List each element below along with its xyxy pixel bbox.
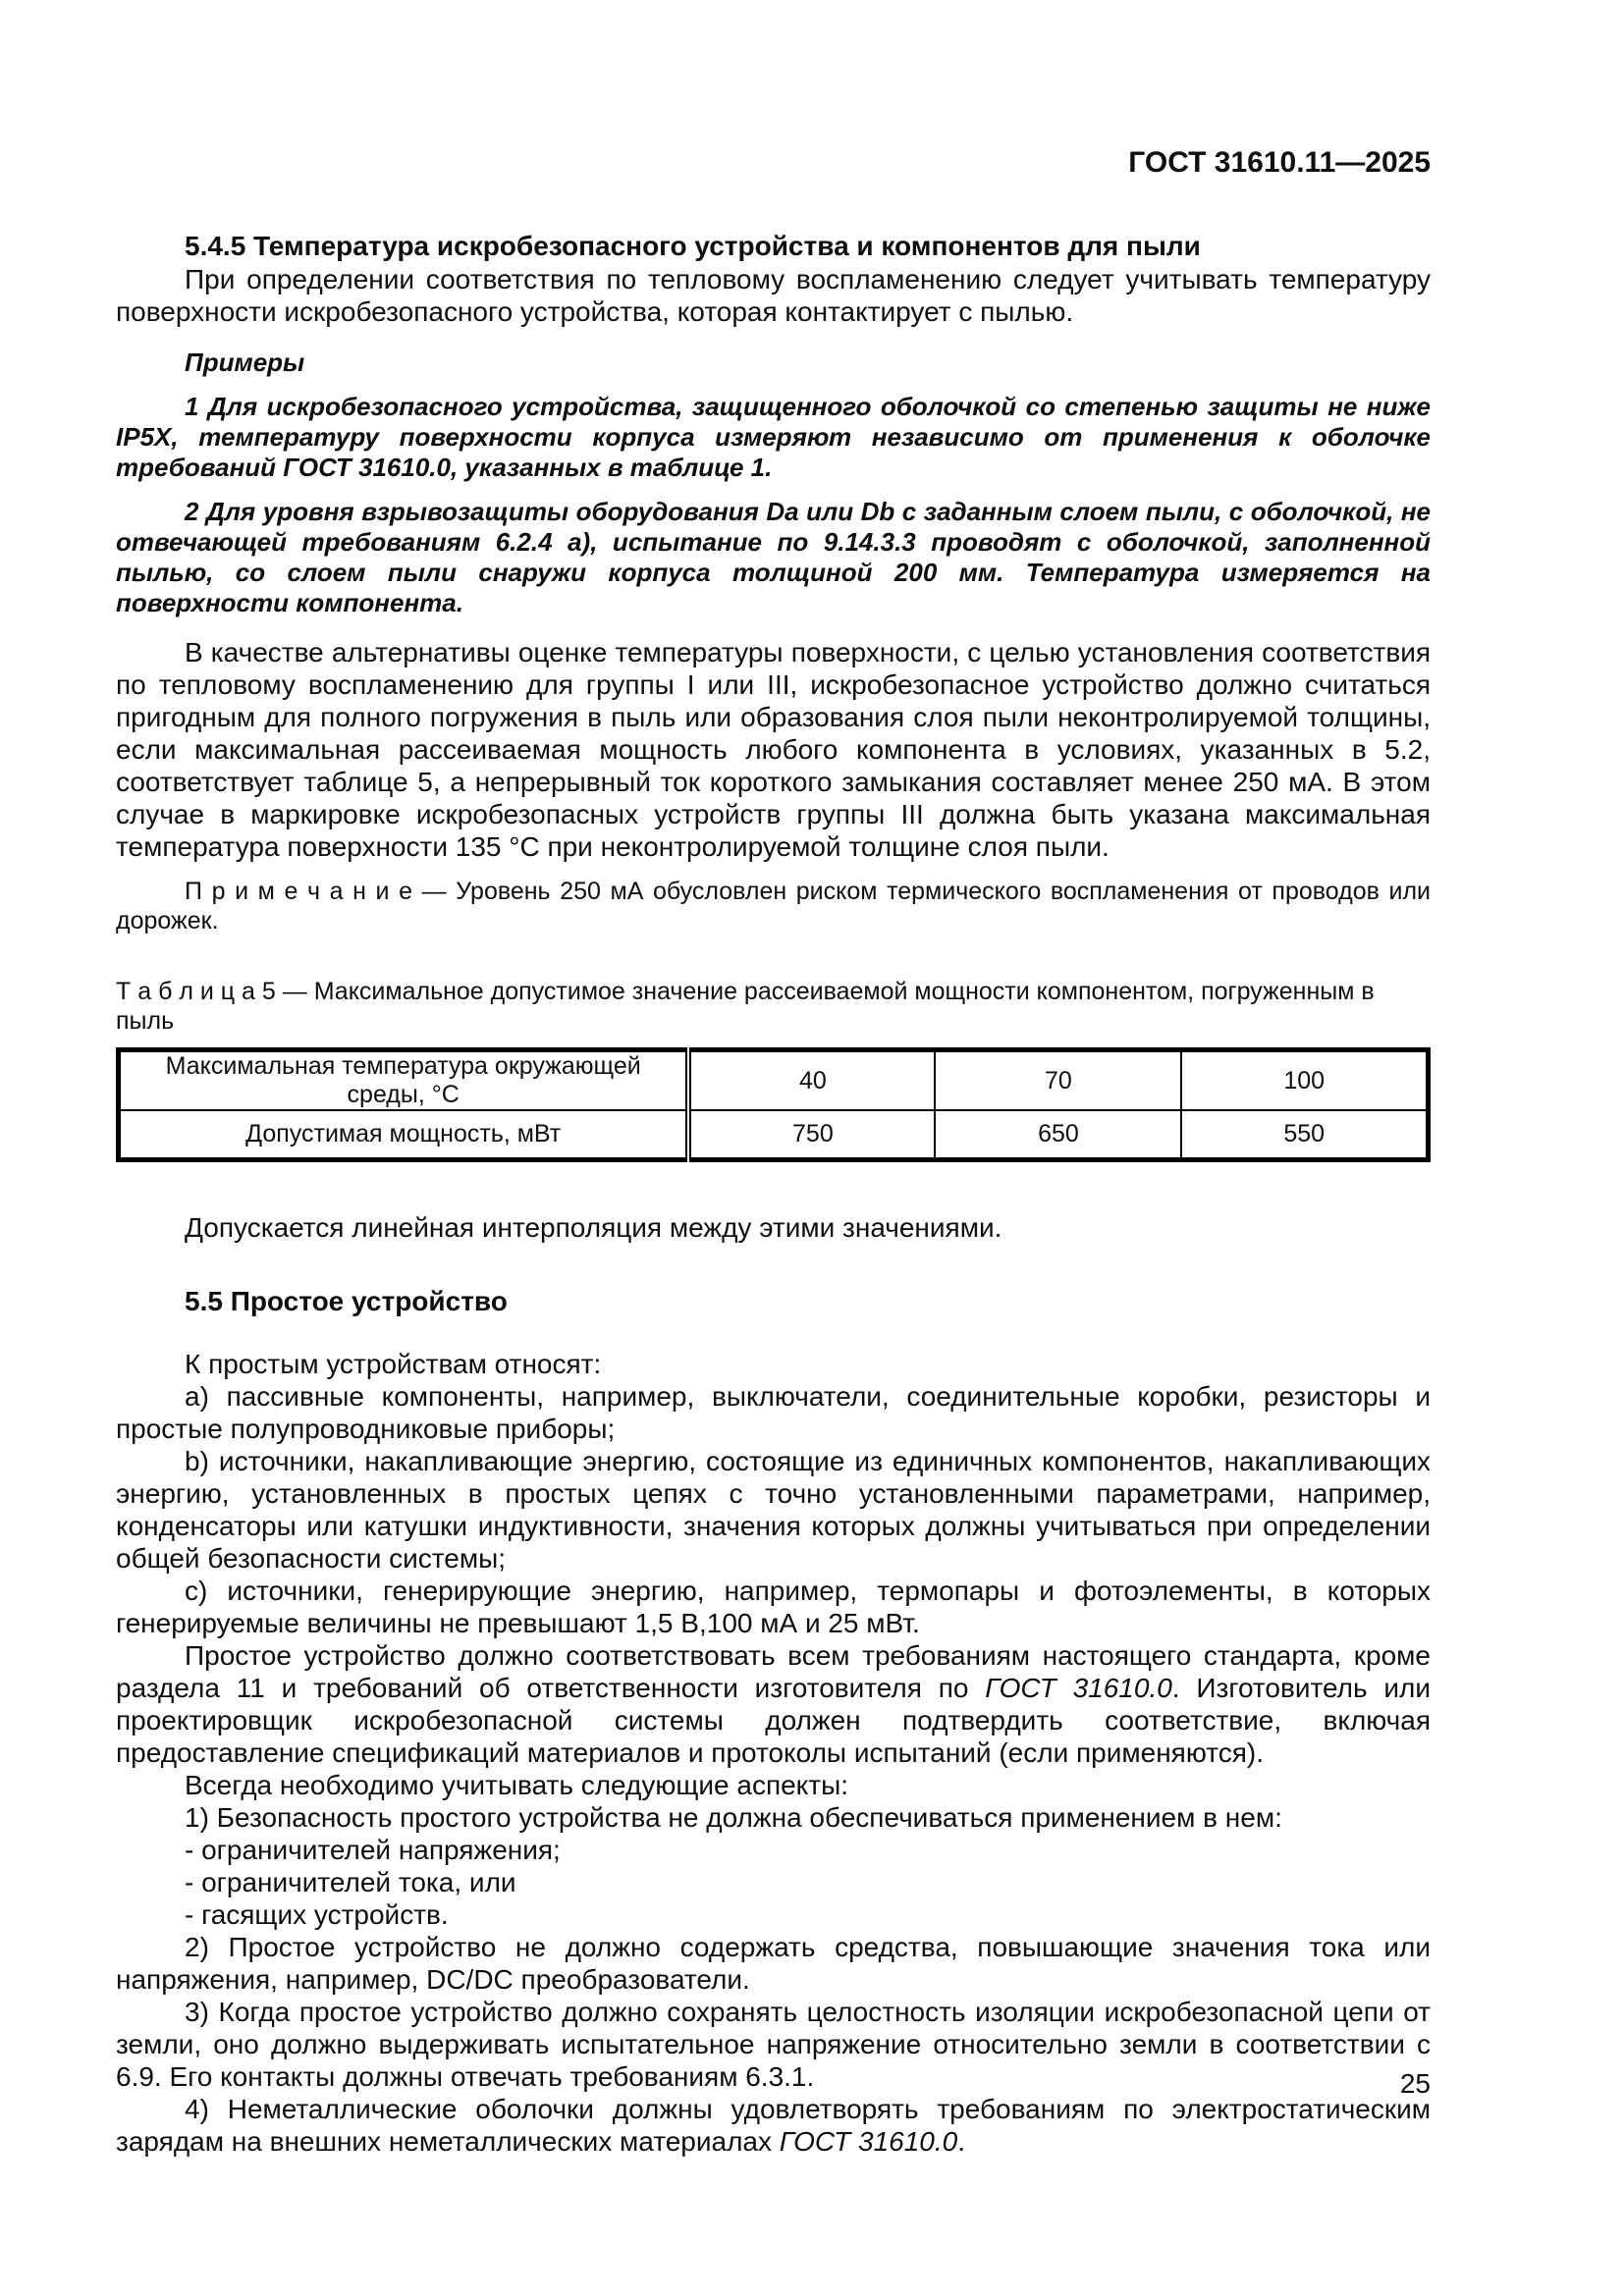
examples-label: Примеры (185, 347, 305, 377)
paragraph-alternative: В качестве альтернативы оценке температуры поверхности, с целью установления соответствия по тепловому воспламенению для группы I или III, искробезопасное устройство должно считаться пригодным для полного погружения в пыль или образования слоя пыли неконтролируемой толщины, если максимальная рассеиваемая мощность любого компонента в условиях, указанных в 5.2, соответствует таблице 5, а непрерывный ток короткого замыкания составляет менее 250 мА. В этом случае в маркировке искробезопасных устройств группы III должна быть указана максимальная температура поверхности 135 °С при неконтролируемой толщине слоя пыли. (116, 637, 1431, 862)
aspect-item-1: 1) Безопасность простого устройства не должна обеспечиваться применением в нем: (185, 1802, 1282, 1833)
note-paragraph (116, 877, 1431, 935)
table-cell-row2-value2: 650 (935, 1110, 1181, 1160)
aspect-item-2: 2) Простое устройство не должно содержать средства, повышающие значения тока или напряжения, например, DC/DC преобразователи. (116, 1932, 1431, 1995)
table-5-caption (116, 977, 1431, 1036)
aspect-item-3: 3) Когда простое устройство должно сохранять целостность изоляции искробезопасной цепи от земли, оно должно выдерживать испытательное напряжение относительно земли в соответствии с 6.9. Его контакты должны отвечать требованиям 6.3.1. (116, 1997, 1431, 2092)
table-cell-row1-value2: 70 (935, 1050, 1181, 1111)
aspect-item-4-before: 4) Неметаллические оболочки должны удовлетворять требованиям по электростатическим зарядам на внешних неметаллических материалах (116, 2094, 1431, 2157)
note-text: — Уровень 250 мА обусловлен риском термического воспламенения от проводов или дорожек. (116, 878, 1432, 934)
table-row (119, 1110, 1429, 1160)
table-5-caption-label: Т а б л и ц а 5 (116, 978, 276, 1005)
table-cell-row2-value3: 550 (1181, 1110, 1428, 1160)
table-cell-row2-value1: 750 (688, 1110, 935, 1160)
list-item-c: c) источники, генерирующие энергию, например, термопары и фотоэлементы, в которых генерируемые величины не превышают 1,5 В,100 мА и 25 мВт. (116, 1575, 1431, 1638)
example-2: 2 Для уровня взрывозащиты оборудования Da или Db с заданным слоем пыли, с оболочкой, не отвечающей требованиям 6.2.4 а), испытание по 9.14.3.3 проводят с оболочкой, заполненной пылью, со слоем пыли снаружи корпуса толщиной 200 мм. Температура измеряется на поверхности компонента. (116, 497, 1431, 617)
paragraph-requirements-after: . Изготовитель или проектировщик искробезопасной системы должен подтвердить соответствие, включая предоставление спецификаций материалов и протоколы испытаний (если применяются). (116, 1673, 1432, 1768)
table-cell-row1-label: Максимальная температура окружающей среды, °С (119, 1050, 689, 1111)
table-row (119, 1050, 1429, 1111)
document-header: ГОСТ 31610.11—2025 (1128, 146, 1431, 179)
aspect-dash-item-2: - ограничителей тока, или (185, 1867, 516, 1897)
table-cell-row1-value1: 40 (688, 1050, 935, 1111)
paragraph-requirements-before: Простое устройство должно соответствовать всем требованиям настоящего стандарта, кроме раздела 11 и требований об ответственности изготовителя по (116, 1640, 1431, 1703)
aspect-item-4 (116, 2093, 1431, 2158)
table-5-caption-text: — Максимальное допустимое значение рассеиваемой мощности компонентом, погруженным в пыль (116, 978, 1375, 1035)
list-item-b: b) источники, накапливающие энергию, состоящие из единичных компонентов, накапливающих энергию, установленных в простых цепях с точно установленными параметрами, например, конденсаторы или катушки индуктивности, значения которых должны учитываться при определении общей безопасности системы; (116, 1446, 1431, 1574)
list-item-a: a) пассивные компоненты, например, выключатели, соединительные коробки, резисторы и простые полупроводниковые приборы; (116, 1381, 1431, 1444)
paragraph-simple-devices-intro: К простым устройствам относят: (185, 1349, 602, 1379)
section-heading-5-4-5: 5.4.5 Температура искробезопасного устройства и компонентов для пыли (185, 231, 1201, 261)
note-label: П р и м е ч а н и е (185, 878, 413, 905)
table-5 (116, 1047, 1431, 1162)
gost-reference: ГОСТ 31610.0 (779, 2126, 958, 2157)
section-heading-5-5: 5.5 Простое устройство (185, 1286, 508, 1316)
aspect-item-4-after: . (957, 2126, 966, 2157)
paragraph-requirements (116, 1639, 1431, 1769)
aspect-dash-item-3: - гасящих устройств. (185, 1899, 449, 1930)
paragraph-aspects-intro: Всегда необходимо учитывать следующие аспекты: (185, 1770, 848, 1800)
aspect-dash-item-1: - ограничителей напряжения; (185, 1835, 561, 1865)
table-cell-row2-label: Допустимая мощность, мВт (119, 1110, 689, 1160)
paragraph-interpolation: Допускается линейная интерполяция между этими значениями. (185, 1212, 1002, 1243)
gost-reference: ГОСТ 31610.0 (985, 1673, 1172, 1703)
example-1: 1 Для искробезопасного устройства, защищенного оболочкой со степенью защиты не ниже IP5X, температуру поверхности корпуса измеряют независимо от применения к оболочке требований ГОСТ 31610.0, указанных в таблице 1. (116, 392, 1431, 482)
paragraph-intro-5-4-5: При определении соответствия по тепловому воспламенению следует учитывать температуру поверхности искробезопасного устройства, которая контактирует с пылью. (116, 264, 1431, 327)
page-number: 25 (1399, 2068, 1431, 2099)
table-cell-row1-value3: 100 (1181, 1050, 1428, 1111)
